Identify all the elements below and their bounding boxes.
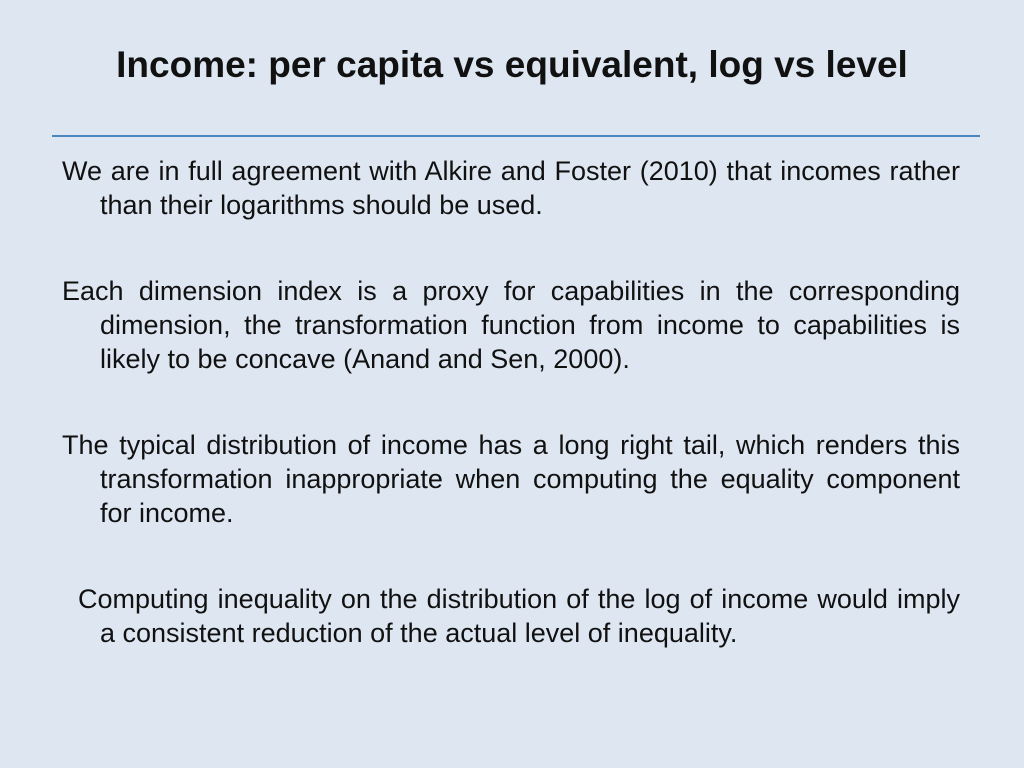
title-divider xyxy=(52,135,980,137)
paragraph-incomes-vs-logs: We are in full agreement with Alkire and Foster (2010) that incomes rather than their logarithms should be used. xyxy=(62,156,960,220)
paragraph-log-inequality: Computing inequality on the distribution of the log of income would imply a consistent reduction of the actual level of inequality. xyxy=(78,584,960,648)
paragraph-dimension-index: Each dimension index is a proxy for capabilities in the corresponding dimension, the transformation function from income to capabilities is likely to be concave (Anand and Sen, 2000). xyxy=(62,276,960,374)
paragraph-right-tail: The typical distribution of income has a long right tail, which renders this transformation inappropriate when computing the equality component for income. xyxy=(62,430,960,528)
slide-title: Income: per capita vs equivalent, log vs level xyxy=(116,44,908,85)
slide-body xyxy=(62,154,960,702)
